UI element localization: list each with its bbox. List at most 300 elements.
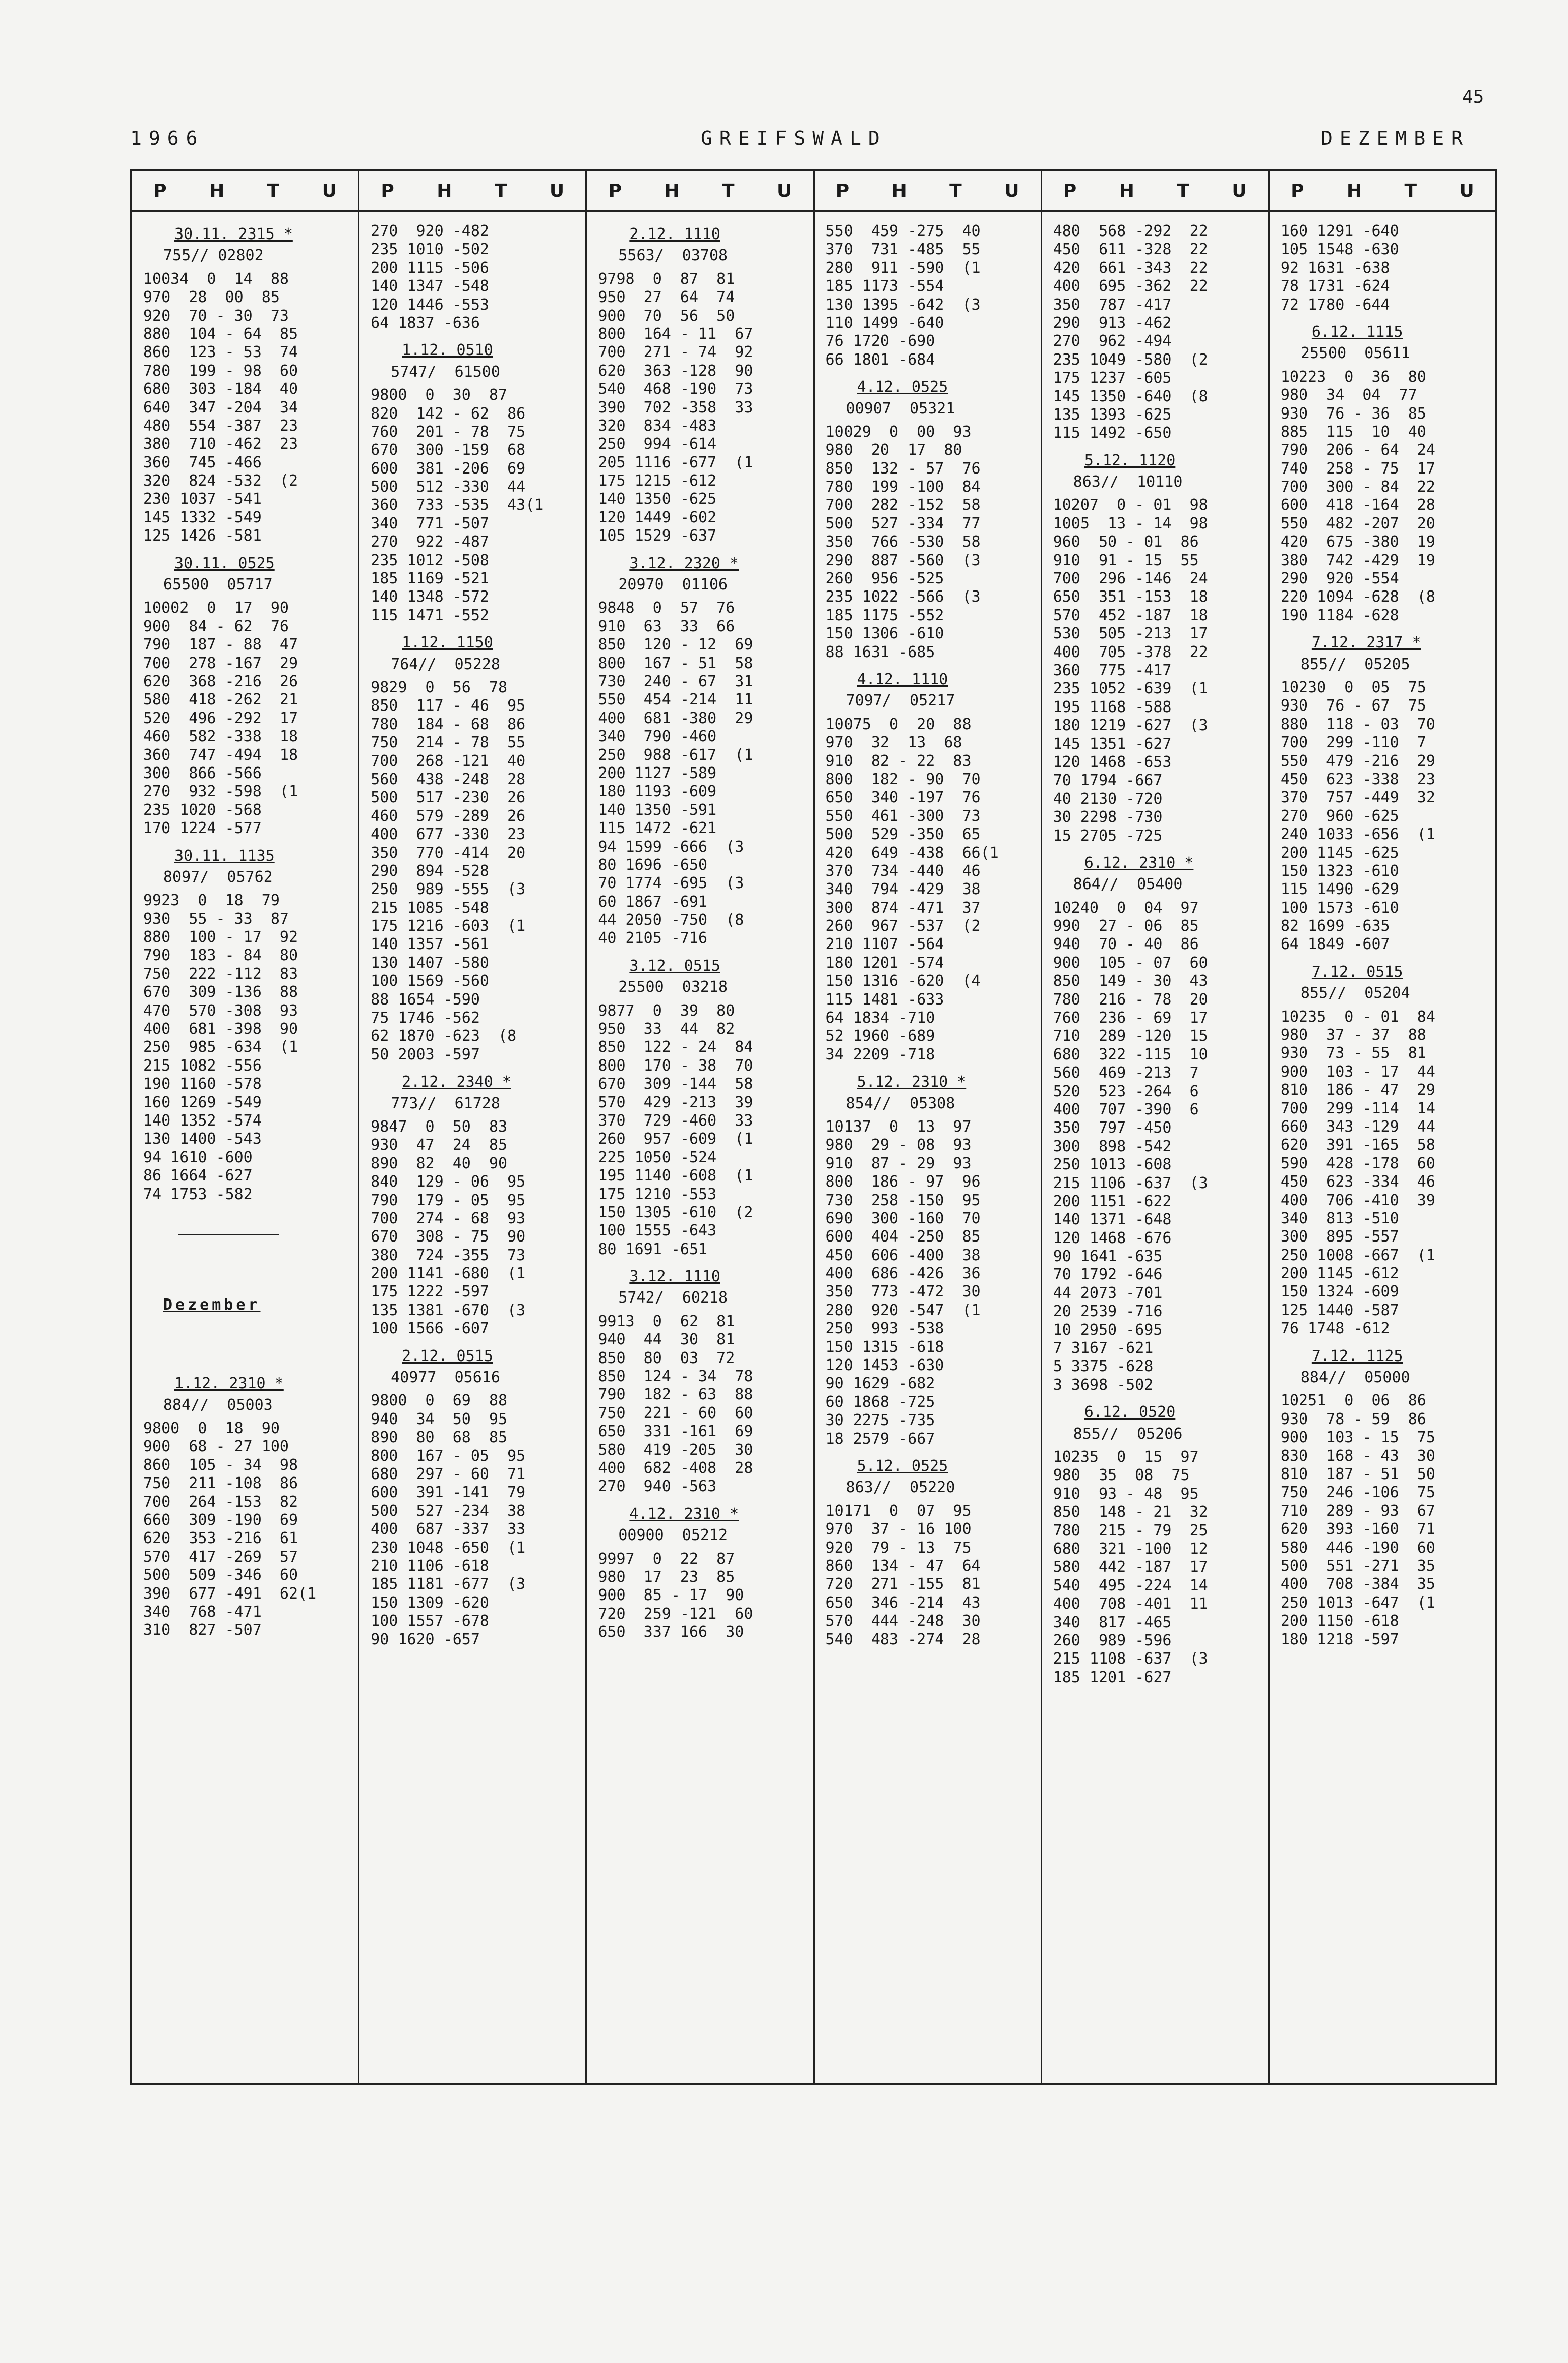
data-row: 180 1193 -609 [598,783,717,801]
data-row: 980 17 23 85 [598,1568,735,1586]
table-column [813,171,1041,2083]
data-row: 670 308 - 75 90 [371,1228,526,1246]
data-row: 370 734 -440 46 [825,862,981,880]
data-row: 850 132 - 57 76 [825,459,981,478]
data-row: 780 199 -100 84 [825,478,981,496]
sounding-title: 30.11. 0525 [174,554,275,572]
column-header-label: P [153,180,167,201]
data-row: 730 240 - 67 31 [598,672,753,690]
data-row: 400 707 -390 6 [1053,1100,1199,1118]
data-row: 30 2275 -735 [825,1411,935,1430]
data-row: 260 956 -525 [825,570,944,588]
data-row: 780 215 - 79 25 [1053,1521,1208,1540]
column-header [359,171,585,212]
column-header-label: U [1459,180,1474,201]
data-row: 700 296 -146 24 [1053,570,1208,588]
data-row: 100 1557 -678 [371,1612,489,1630]
sounding-code: 5563/ 03708 [618,247,728,265]
data-row: 885 115 10 40 [1280,423,1426,441]
data-row: 200 1127 -589 [598,764,717,782]
data-row: 810 187 - 51 50 [1280,1465,1435,1483]
data-row: 920 70 - 30 73 [143,307,289,325]
data-row: 80 1691 -651 [598,1240,708,1258]
data-row: 890 80 68 85 [371,1429,508,1447]
data-row: 250 1013 -608 [1053,1156,1172,1174]
data-row: 930 78 - 59 86 [1280,1410,1426,1428]
data-row: 540 495 -224 14 [1053,1576,1208,1594]
data-row: 94 1599 -666 (3 [598,838,744,856]
data-row: 400 681 -380 29 [598,709,753,727]
data-row: 10171 0 07 95 [825,1502,972,1520]
sounding-title: 3.12. 2320 * [629,554,739,572]
data-row: 900 85 - 17 90 [598,1586,744,1605]
data-row: 500 517 -230 26 [371,789,526,807]
data-row: 75 1746 -562 [371,1009,480,1027]
data-row: 78 1731 -624 [1280,277,1390,296]
data-row: 250 1013 -647 (1 [1280,1593,1435,1612]
sounding-title: 6.12. 2310 * [1084,854,1194,872]
data-row: 810 186 - 47 29 [1280,1081,1435,1099]
data-row: 66 1801 -684 [825,350,935,369]
data-row: 900 103 - 15 75 [1280,1429,1435,1447]
data-row: 910 87 - 29 93 [825,1154,972,1172]
data-row: 9800 0 18 90 [143,1420,280,1438]
data-row: 970 37 - 16 100 [825,1520,972,1539]
data-row: 180 1201 -574 [825,954,944,972]
data-row: 170 1224 -577 [143,819,262,838]
data-row: 150 1316 -620 (4 [825,972,981,990]
data-row: 400 682 -408 28 [598,1459,753,1477]
data-row: 790 182 - 63 88 [598,1386,753,1404]
data-row: 310 827 -507 [143,1621,262,1639]
sounding-title: 7.12. 1125 [1311,1347,1403,1365]
data-row: 800 186 - 97 96 [825,1173,981,1191]
data-row: 930 76 - 67 75 [1280,697,1426,715]
data-row: 10029 0 00 93 [825,423,972,441]
column-header-label: P [835,180,850,201]
data-row: 180 1218 -597 [1280,1630,1399,1648]
data-row: 500 512 -330 44 [371,478,526,496]
data-row: 100 1569 -560 [371,972,489,990]
data-row: 100 1555 -643 [598,1222,717,1240]
data-row: 110 1499 -640 [825,314,944,332]
sounding-title: 4.12. 1110 [857,670,948,688]
data-row: 145 1332 -549 [143,508,262,526]
data-row: 580 419 -205 30 [598,1441,753,1459]
data-row: 660 343 -129 44 [1280,1117,1435,1136]
data-row: 3 3698 -502 [1053,1376,1154,1394]
data-row: 700 282 -152 58 [825,496,981,514]
column-header-label: U [549,180,565,201]
data-row: 34 2209 -718 [825,1045,935,1064]
data-row: 10034 0 14 88 [143,270,289,288]
data-row: 420 661 -343 22 [1053,259,1208,277]
data-row: 175 1210 -553 [598,1185,717,1203]
sounding-code: 855// 05204 [1300,984,1410,1002]
data-row: 100 1573 -610 [1280,899,1399,917]
data-row: 540 483 -274 28 [825,1630,981,1648]
data-row: 880 118 - 03 70 [1280,715,1435,733]
data-row: 780 216 - 78 20 [1053,990,1208,1009]
data-row: 450 606 -400 38 [825,1246,981,1264]
data-row: 350 797 -450 [1053,1119,1172,1137]
data-row: 10251 0 06 86 [1280,1392,1426,1410]
data-row: 920 79 - 13 75 [825,1539,972,1557]
data-row: 10223 0 36 80 [1280,368,1426,386]
data-row: 560 469 -213 7 [1053,1064,1199,1082]
data-row: 120 1453 -630 [825,1356,944,1375]
data-row: 720 259 -121 60 [598,1605,753,1623]
data-row: 195 1140 -608 (1 [598,1167,753,1185]
data-row: 130 1400 -543 [143,1130,262,1148]
data-row: 225 1050 -524 [598,1148,717,1166]
data-row: 300 874 -471 37 [825,899,981,917]
data-row: 900 68 - 27 100 [143,1438,289,1456]
data-row: 64 1834 -710 [825,1009,935,1027]
data-row: 150 1315 -618 [825,1338,944,1356]
page-number: 45 [1462,87,1484,107]
data-row: 750 221 - 60 60 [598,1404,753,1422]
data-row: 350 773 -472 30 [825,1283,981,1301]
data-row: 300 866 -566 [143,764,262,782]
data-row: 10235 0 - 01 84 [1280,1008,1435,1026]
data-row: 950 27 64 74 [598,288,735,307]
data-row: 115 1472 -621 [598,819,717,838]
column-header-label: H [1346,180,1362,201]
data-row: 340 768 -471 [143,1603,262,1621]
data-row: 74 1753 -582 [143,1185,253,1203]
data-row: 750 246 -106 75 [1280,1484,1435,1502]
data-row: 260 989 -596 [1053,1631,1172,1649]
data-row: 800 167 - 05 95 [371,1447,526,1465]
sounding-code: 854// 05308 [846,1094,955,1112]
data-row: 70 1794 -667 [1053,772,1163,790]
data-row: 420 649 -438 66(1 [825,844,999,862]
data-row: 650 337 166 30 [598,1623,744,1641]
data-row: 9847 0 50 83 [371,1117,508,1136]
data-row: 360 775 -417 [1053,661,1172,679]
data-row: 190 1160 -578 [143,1075,262,1093]
data-row: 270 922 -487 [371,533,489,551]
data-row: 320 834 -483 [598,417,717,435]
data-row: 650 331 -161 69 [598,1423,753,1441]
data-row: 970 28 00 85 [143,288,280,307]
header-year: 1966 [130,127,205,149]
data-row: 480 554 -387 23 [143,417,298,435]
data-row: 185 1169 -521 [371,570,489,588]
data-row: 350 770 -414 20 [371,844,526,862]
data-row: 550 479 -216 29 [1280,752,1435,770]
data-row: 940 34 50 95 [371,1410,508,1428]
data-row: 62 1870 -623 (8 [371,1027,517,1045]
data-row: 88 1654 -590 [371,990,480,1009]
data-row: 520 496 -292 17 [143,709,298,727]
data-row: 900 103 - 17 44 [1280,1062,1435,1081]
column-header-label: P [1063,180,1077,201]
column-body [815,212,1041,1654]
data-row: 570 444 -248 30 [825,1612,981,1630]
data-row: 88 1631 -685 [825,643,935,661]
sounding-title: 6.12. 1115 [1311,323,1403,341]
data-row: 680 297 - 60 71 [371,1465,526,1483]
data-row: 850 122 - 24 84 [598,1038,753,1056]
column-header-label: T [949,180,962,201]
data-row: 700 268 -121 40 [371,752,526,770]
data-row: 340 771 -507 [371,514,489,533]
data-row: 680 321 -100 12 [1053,1540,1208,1558]
data-row: 250 1008 -667 (1 [1280,1246,1435,1264]
table-column [358,171,585,2083]
data-row: 990 27 - 06 85 [1053,917,1199,935]
data-row: 550 459 -275 40 [825,222,981,240]
column-header-label: U [1232,180,1247,201]
sounding-code: 5742/ 60218 [618,1289,728,1307]
column-header-label: U [322,180,337,201]
data-row: 940 44 30 81 [598,1331,735,1349]
sounding-code: 40977 05616 [391,1369,500,1387]
data-row: 280 911 -590 (1 [825,259,981,277]
data-row: 250 993 -538 [825,1320,944,1338]
data-row: 290 894 -528 [371,862,489,880]
data-row: 400 706 -410 39 [1280,1191,1435,1209]
data-row: 150 1323 -610 [1280,862,1399,880]
data-row: 270 932 -598 (1 [143,783,298,801]
data-row: 10240 0 04 97 [1053,899,1199,917]
data-row: 680 322 -115 10 [1053,1045,1208,1064]
data-row: 64 1849 -607 [1280,935,1390,954]
data-row: 790 183 - 84 80 [143,947,298,965]
data-row: 390 677 -491 62(1 [143,1584,317,1603]
sounding-title: 7.12. 0515 [1311,963,1403,981]
data-row: 340 817 -465 [1053,1613,1172,1631]
data-row: 200 1141 -680 (1 [371,1265,526,1283]
data-row: 970 32 13 68 [825,734,962,752]
header-station: GREIFSWALD [701,127,887,149]
data-row: 150 1309 -620 [371,1593,489,1612]
data-row: 420 675 -380 19 [1280,533,1435,551]
column-header-label: T [1404,180,1417,201]
data-row: 175 1222 -597 [371,1283,489,1301]
data-row: 900 70 56 50 [598,307,735,325]
data-row: 7 3167 -621 [1053,1339,1154,1357]
data-row: 700 299 -110 7 [1280,734,1426,752]
sounding-title: 30.11. 1135 [174,847,275,865]
column-header [815,171,1041,212]
data-row: 160 1269 -549 [143,1093,262,1111]
data-row: 360 733 -535 43(1 [371,496,544,514]
data-row: 30 2298 -730 [1053,808,1163,826]
data-row: 140 1357 -561 [371,935,489,954]
data-row: 195 1168 -588 [1053,698,1172,716]
data-row: 120 1446 -553 [371,296,489,314]
data-row: 260 957 -609 (1 [598,1130,753,1148]
data-row: 370 731 -485 55 [825,241,981,259]
data-row: 400 695 -362 22 [1053,277,1208,296]
data-row: 1005 13 - 14 98 [1053,514,1208,533]
data-row: 185 1201 -627 [1053,1668,1172,1686]
data-row: 360 747 -494 18 [143,746,298,764]
sounding-title: 3.12. 0515 [629,957,720,975]
data-row: 270 962 -494 [1053,332,1172,350]
data-row: 200 1150 -618 [1280,1612,1399,1630]
data-row: 125 1440 -587 [1280,1301,1399,1319]
data-row: 450 623 -338 23 [1280,770,1435,788]
data-row: 44 2073 -701 [1053,1284,1163,1302]
data-row: 215 1108 -637 (3 [1053,1650,1208,1668]
sounding-code: 863// 10110 [1073,473,1183,491]
data-row: 215 1106 -637 (3 [1053,1174,1208,1192]
data-row: 340 813 -510 [1280,1209,1399,1227]
sounding-data-table [130,169,1497,2085]
data-row: 740 258 - 75 17 [1280,459,1435,478]
data-row: 185 1173 -554 [825,277,944,296]
data-row: 450 623 -334 46 [1280,1173,1435,1191]
sounding-title: 6.12. 0520 [1084,1403,1176,1422]
column-body [1270,212,1495,1654]
data-row: 790 206 - 64 24 [1280,441,1435,459]
data-row: 700 278 -167 29 [143,654,298,672]
data-row: 190 1184 -628 [1280,606,1399,624]
data-row: 240 1033 -656 (1 [1280,825,1435,844]
data-row: 380 742 -429 19 [1280,551,1435,569]
data-row: 115 1481 -633 [825,990,944,1009]
sounding-title: 3.12. 1110 [629,1268,720,1286]
data-row: 400 687 -337 33 [371,1520,526,1539]
sounding-code: 864// 05400 [1073,875,1183,894]
sounding-code: 884// 05003 [163,1396,273,1414]
data-row: 130 1407 -580 [371,954,489,972]
data-row: 140 1350 -591 [598,801,717,819]
data-row: 400 681 -398 90 [143,1020,298,1038]
data-row: 20 2539 -716 [1053,1303,1163,1321]
data-row: 520 523 -264 6 [1053,1082,1199,1100]
sounding-title: 1.12. 1150 [402,634,493,652]
column-header-label: P [1291,180,1304,201]
data-row: 710 289 - 93 67 [1280,1502,1435,1520]
column-header-label: H [891,180,907,201]
data-row: 460 582 -338 18 [143,728,298,746]
data-row: 500 509 -346 60 [143,1566,298,1584]
data-row: 850 120 - 12 69 [598,636,753,654]
sounding-title: 5.12. 0525 [857,1457,948,1475]
data-row: 910 82 - 22 83 [825,752,972,770]
data-row: 340 790 -460 [598,728,717,746]
data-row: 910 93 - 48 95 [1053,1485,1199,1503]
data-row: 980 35 08 75 [1053,1466,1190,1485]
data-row: 52 1960 -689 [825,1027,935,1045]
data-row: 700 300 - 84 22 [1280,478,1435,496]
data-row: 600 381 -206 69 [371,459,526,478]
data-row: 90 1629 -682 [825,1375,935,1393]
data-row: 580 446 -190 60 [1280,1539,1435,1557]
data-row: 700 271 - 74 92 [598,343,753,362]
data-row: 210 1107 -564 [825,935,944,954]
data-row: 115 1471 -552 [371,606,489,624]
separator-rule [178,1234,279,1235]
data-row: 160 1291 -640 [1280,222,1399,240]
sounding-code: 25500 05611 [1300,344,1410,363]
data-row: 120 1449 -602 [598,508,717,526]
data-row: 860 105 - 34 98 [143,1456,298,1474]
data-row: 830 168 - 43 30 [1280,1447,1435,1465]
data-row: 175 1215 -612 [598,472,717,490]
data-row: 290 913 -462 [1053,314,1172,332]
sounding-code: 773// 61728 [391,1094,500,1112]
data-row: 150 1306 -610 [825,625,944,643]
sounding-code: 7097/ 05217 [846,692,955,710]
data-row: 690 300 -160 70 [825,1209,981,1227]
data-row: 175 1237 -605 [1053,369,1172,387]
data-row: 115 1492 -650 [1053,424,1172,442]
data-row: 800 182 - 90 70 [825,770,981,788]
sounding-code: 855// 05205 [1300,655,1410,673]
data-row: 380 724 -355 73 [371,1246,526,1264]
data-row: 280 920 -547 (1 [825,1301,981,1319]
sounding-title: 4.12. 2310 * [629,1505,739,1523]
data-row: 10137 0 13 97 [825,1117,972,1136]
data-row: 910 91 - 15 55 [1053,551,1199,569]
data-row: 620 363 -128 90 [598,362,753,380]
data-row: 360 745 -466 [143,453,262,471]
data-row: 470 570 -308 93 [143,1001,298,1020]
data-row: 800 170 - 38 70 [598,1056,753,1075]
data-row: 300 898 -542 [1053,1137,1172,1155]
data-row: 500 527 -334 77 [825,514,981,533]
data-row: 980 34 04 77 [1280,386,1417,404]
sounding-title: 5.12. 1120 [1084,451,1176,469]
data-row: 250 988 -617 (1 [598,746,753,764]
sounding-title: 2.12. 1110 [629,225,720,243]
data-row: 10075 0 20 88 [825,715,972,733]
data-row: 290 887 -560 (3 [825,551,981,569]
data-row: 640 347 -204 34 [143,398,298,417]
data-row: 960 50 - 01 86 [1053,533,1199,551]
data-row: 145 1351 -627 [1053,735,1172,753]
sounding-code: 65500 05717 [163,576,273,594]
data-row: 82 1699 -635 [1280,917,1390,935]
data-row: 40 2105 -716 [598,929,708,948]
data-row: 230 1048 -650 (1 [371,1539,526,1557]
data-row: 500 529 -350 65 [825,825,981,844]
data-row: 350 766 -530 58 [825,533,981,551]
data-row: 300 895 -557 [1280,1228,1399,1246]
data-row: 235 1049 -580 (2 [1053,350,1208,369]
data-row: 820 142 - 62 86 [371,404,526,423]
data-row: 600 404 -250 85 [825,1228,981,1246]
data-row: 320 824 -532 (2 [143,472,298,490]
data-row: 185 1181 -677 (3 [371,1575,526,1593]
data-row: 750 211 -108 86 [143,1474,298,1493]
column-header [132,171,358,212]
data-row: 235 1012 -508 [371,551,489,569]
data-row: 790 179 - 05 95 [371,1191,526,1209]
data-row: 60 1868 -725 [825,1393,935,1411]
data-row: 220 1094 -628 (8 [1280,588,1435,606]
data-row: 570 417 -269 57 [143,1548,298,1566]
data-row: 650 340 -197 76 [825,789,981,807]
data-row: 880 100 - 17 92 [143,928,298,947]
data-row: 70 1792 -646 [1053,1266,1163,1284]
data-row: 94 1610 -600 [143,1148,253,1166]
data-row: 80 1696 -650 [598,856,708,874]
data-row: 105 1529 -637 [598,527,717,545]
data-row: 860 123 - 53 74 [143,343,298,362]
data-row: 10207 0 - 01 98 [1053,496,1208,514]
sounding-code: 25500 03218 [618,978,728,996]
data-row: 10002 0 17 90 [143,599,289,617]
data-row: 850 117 - 46 95 [371,697,526,715]
data-row: 400 708 -384 35 [1280,1575,1435,1593]
